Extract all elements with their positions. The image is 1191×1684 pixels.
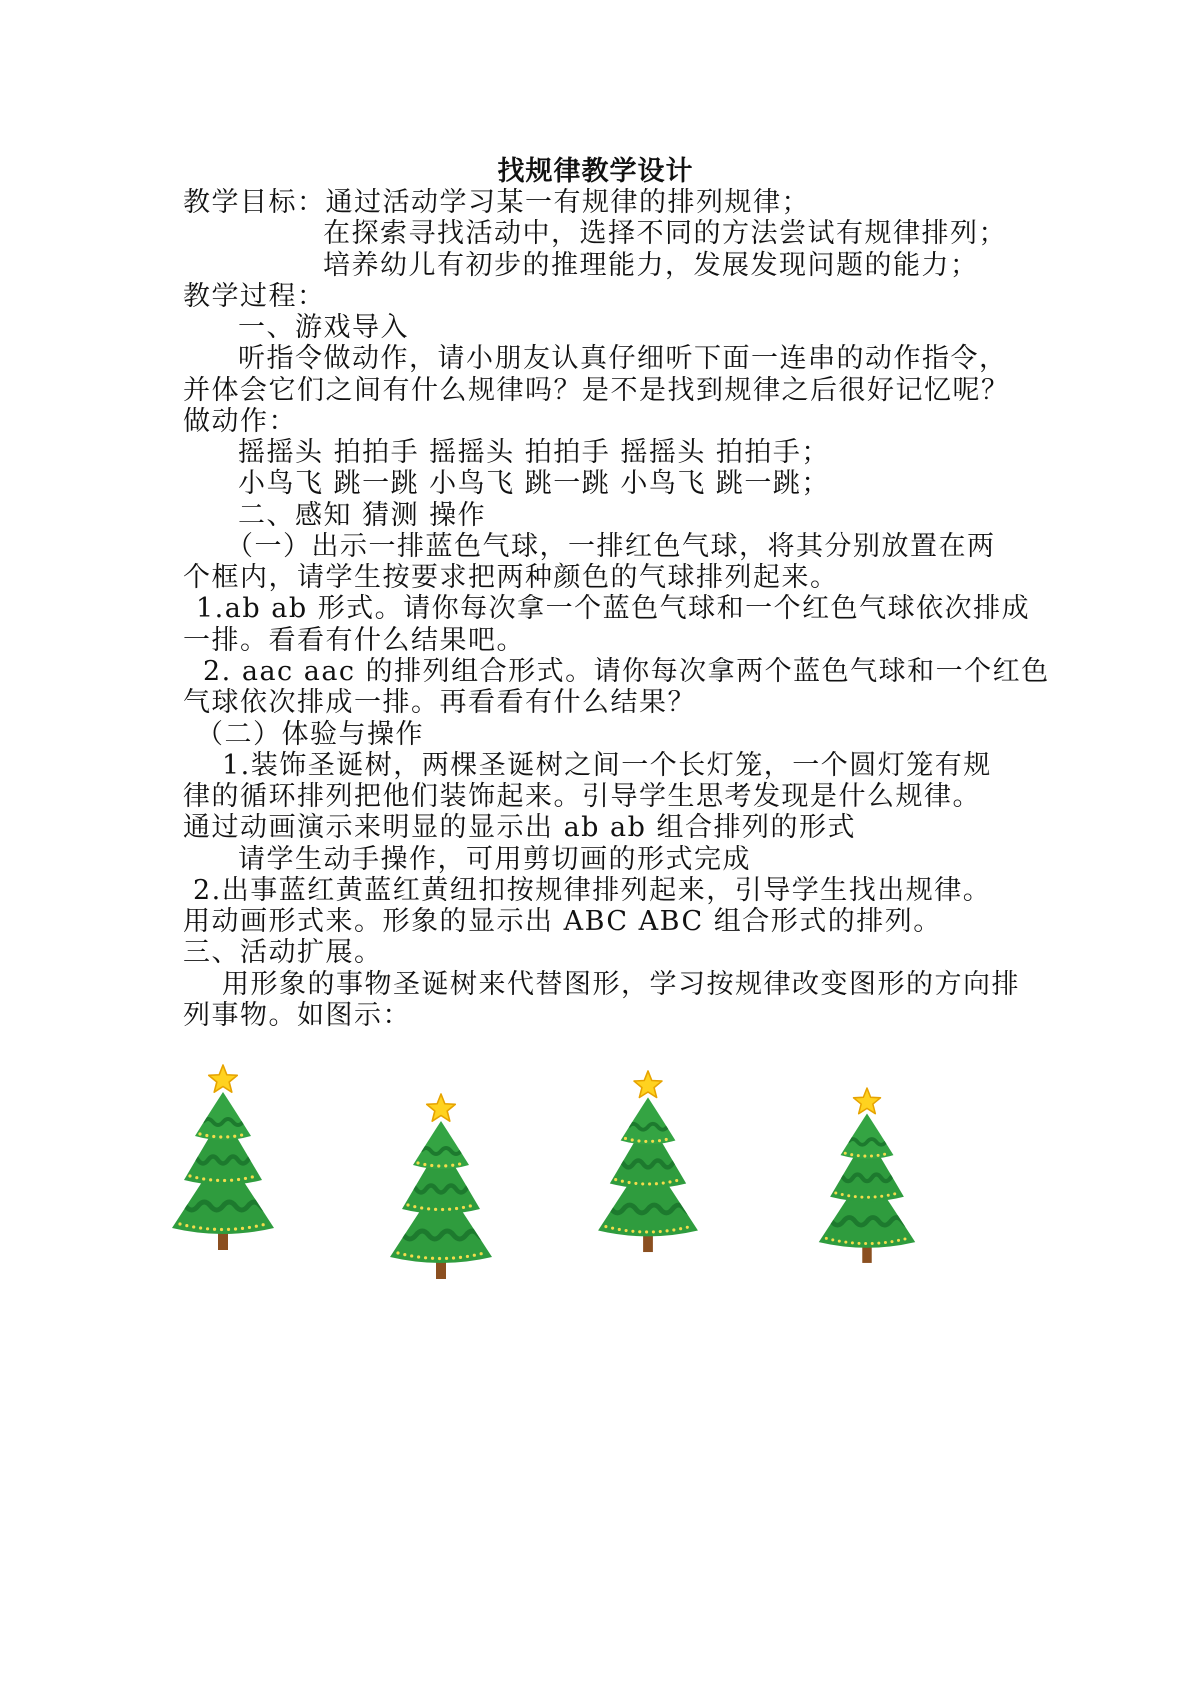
objective-line: 教学目标：通过活动学习某一有规律的排列规律； <box>183 187 810 218</box>
paragraph-line: 并体会它们之间有什么规律吗？是不是找到规律之后很好记忆呢？ <box>183 374 1010 406</box>
section-heading-perception: 二、感知 猜测 操作 <box>238 499 487 531</box>
christmas-tree-icon-1 <box>168 1062 278 1252</box>
paragraph-line: 气球依次排成一排。再看看有什么结果？ <box>183 687 696 719</box>
paragraph-line: 做动作： <box>183 405 297 437</box>
action-sequence-line: 摇摇头 拍拍手 摇摇头 拍拍手 摇摇头 拍拍手； <box>238 437 830 469</box>
section-heading-game: 一、游戏导入 <box>238 312 409 344</box>
objective-line: 培养幼儿有初步的推理能力，发展发现问题的能力； <box>323 249 979 281</box>
paragraph-line: 用形象的事物圣诞树来代替图形，学习按规律改变图形的方向排 <box>222 968 1020 1000</box>
paragraph-line: 1.ab ab 形式。请你每次拿一个蓝色气球和一个红色气球依次排成 <box>196 593 1031 625</box>
section-heading-process: 教学过程： <box>183 280 326 312</box>
paragraph-line: 个框内，请学生按要求把两种颜色的气球排列起来。 <box>183 562 839 594</box>
paragraph-line: 通过动画演示来明显的显示出 ab ab 组合排列的形式 <box>183 812 857 844</box>
paragraph-line: 2. aac aac 的排列组合形式。请你每次拿两个蓝色气球和一个红色 <box>203 655 1050 687</box>
christmas-tree-icon-2 <box>386 1091 496 1281</box>
paragraph-line: 1.装饰圣诞树，两棵圣诞树之间一个长灯笼，一个圆灯笼有规 <box>222 749 992 781</box>
paragraph-line: （一）出示一排蓝色气球，一排红色气球，将其分别放置在两 <box>226 530 996 562</box>
paragraph-line: 一排。看看有什么结果吧。 <box>183 624 525 656</box>
paragraph-line: 律的循环排列把他们装饰起来。引导学生思考发现是什么规律。 <box>183 781 981 813</box>
paragraph-line: 用动画形式来。形象的显示出 ABC ABC 组合形式的排列。 <box>183 906 942 938</box>
document-body <box>0 187 1191 1031</box>
document-title: 找规律教学设计 <box>497 156 694 187</box>
paragraph-line: 列事物。如图示： <box>183 999 411 1031</box>
section-heading-experience: （二）体验与操作 <box>196 718 424 750</box>
paragraph-line: 2.出事蓝红黄蓝红黄纽扣按规律排列起来，引导学生找出规律。 <box>193 874 992 906</box>
paragraph-line: 请学生动手操作，可用剪切画的形式完成 <box>238 843 751 875</box>
christmas-tree-icon-3 <box>594 1068 702 1254</box>
section-heading-extension: 三、活动扩展。 <box>183 937 383 969</box>
christmas-tree-icon-4 <box>815 1085 919 1265</box>
paragraph-line: 听指令做动作，请小朋友认真仔细听下面一连串的动作指令， <box>238 343 1008 375</box>
action-sequence-line: 小鸟飞 跳一跳 小鸟飞 跳一跳 小鸟飞 跳一跳； <box>238 468 830 500</box>
objective-line: 在探索寻找活动中，选择不同的方法尝试有规律排列； <box>323 218 1007 250</box>
